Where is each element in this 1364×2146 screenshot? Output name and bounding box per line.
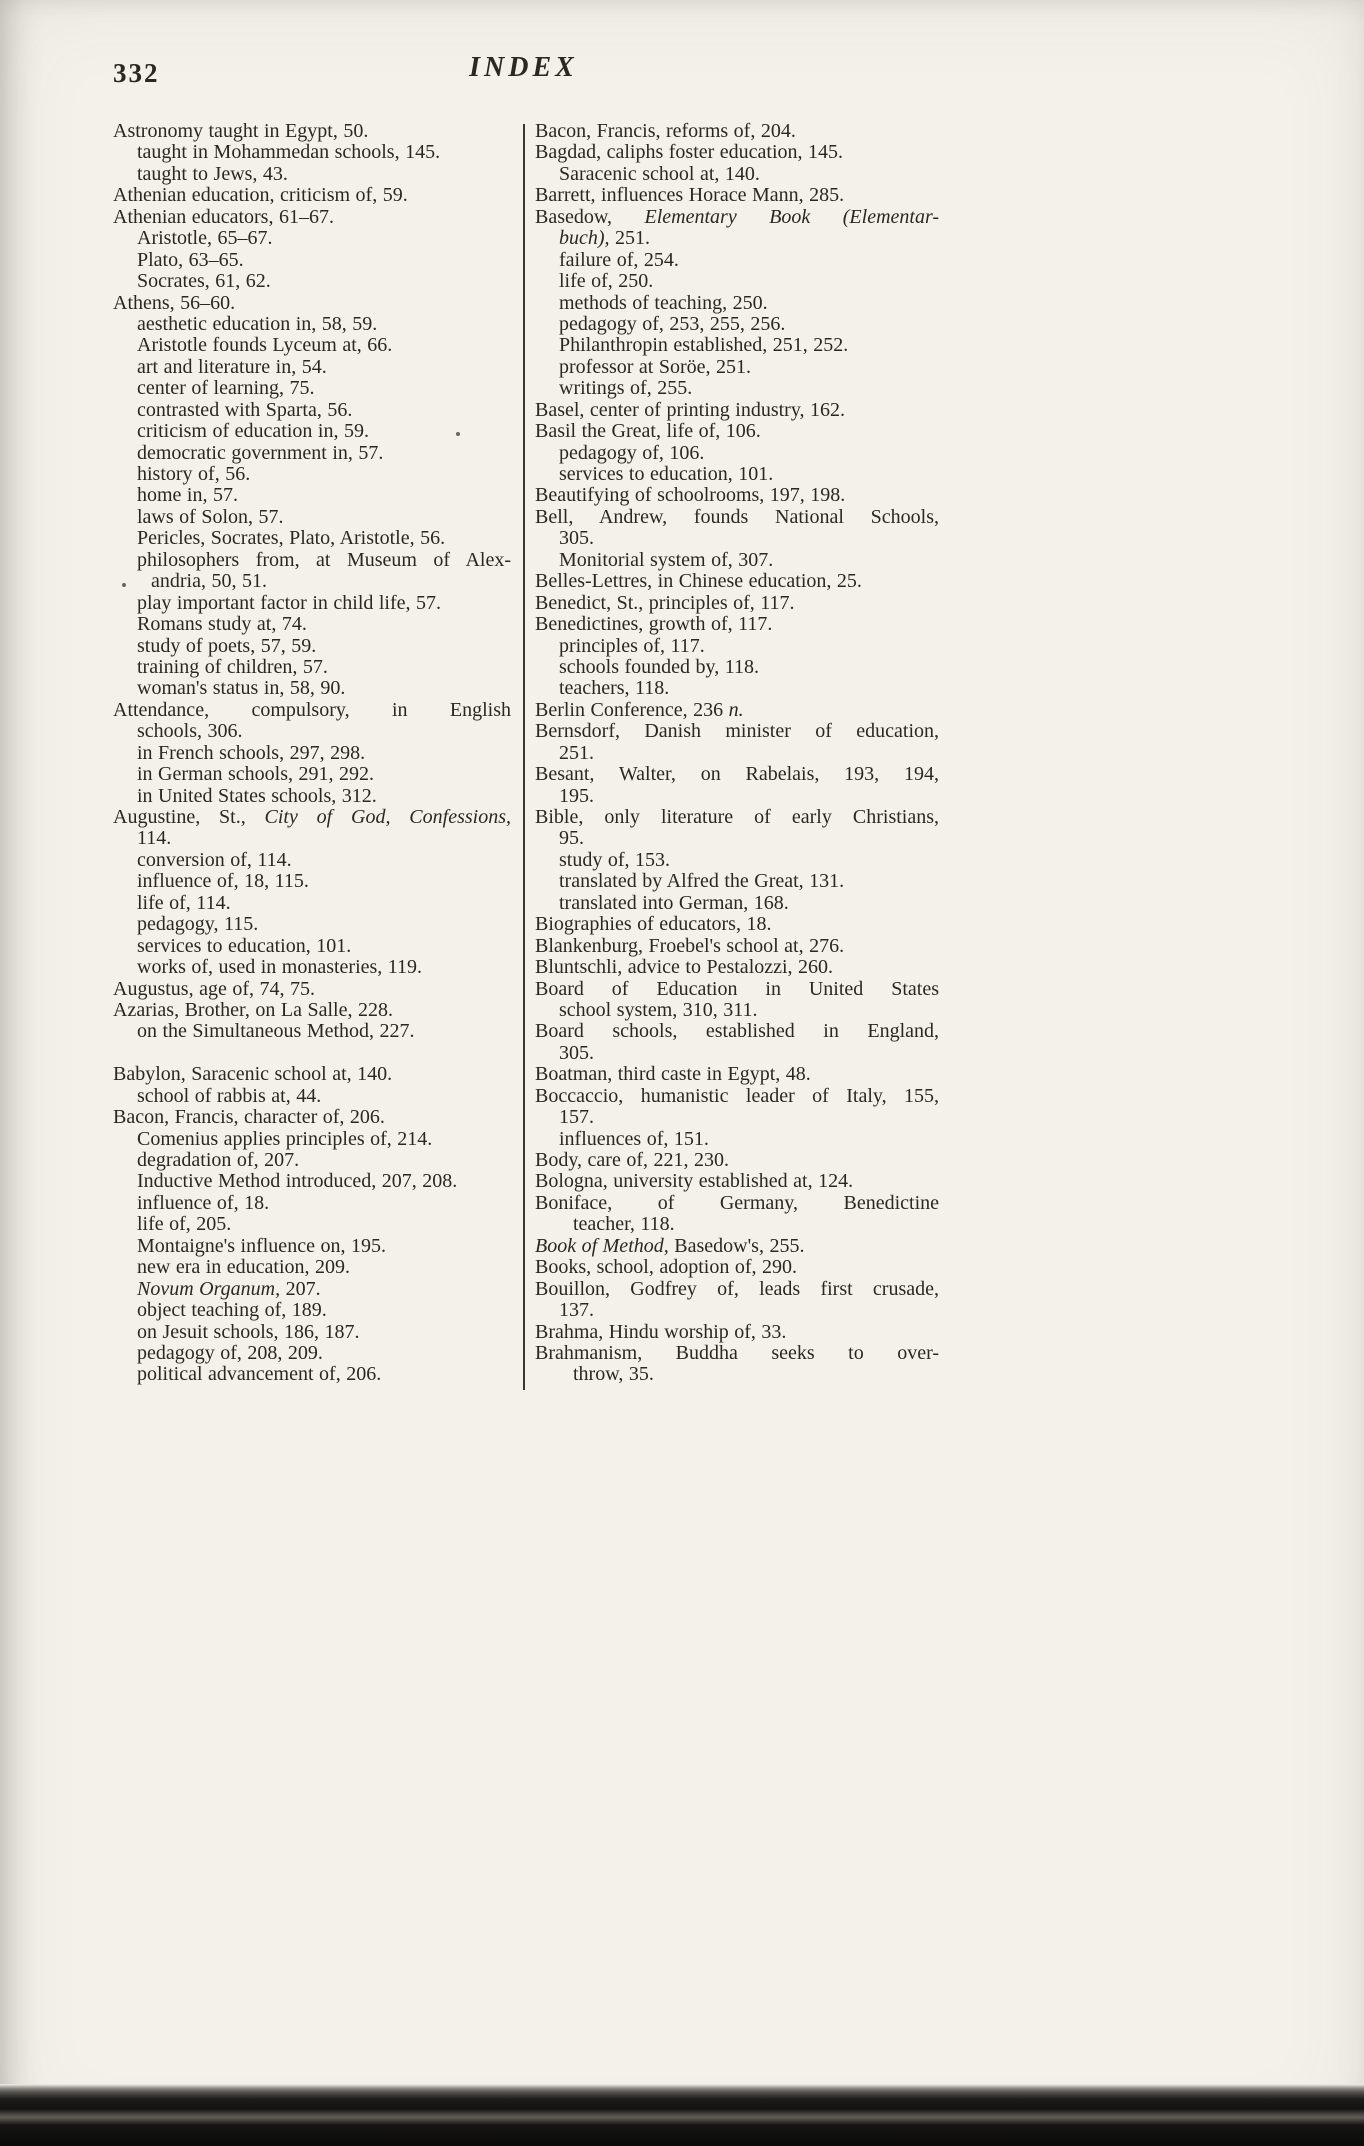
- index-line: [535, 743, 939, 764]
- index-line: [535, 1171, 939, 1192]
- text-segment: political advancement of, 206.: [137, 1363, 382, 1386]
- text-segment: Bouillon, Godfrey of, leads first crusade,: [535, 1277, 939, 1300]
- text-segment: 114.: [137, 827, 172, 850]
- index-line: [535, 1257, 939, 1278]
- index-line: [113, 164, 511, 185]
- text-segment: Blankenburg, Froebel's school at, 276.: [535, 934, 845, 957]
- text-segment: Inductive Method introduced, 207, 208.: [137, 1170, 458, 1193]
- index-line: [535, 550, 939, 571]
- text-segment: Astronomy taught in Egypt, 50.: [113, 120, 369, 142]
- index-line: [535, 378, 939, 399]
- index-line: [535, 1322, 939, 1343]
- text-segment: translated into German, 168.: [559, 891, 789, 914]
- index-line: [113, 228, 511, 249]
- index-line: [535, 357, 939, 378]
- index-line: [113, 1150, 511, 1171]
- text-segment: andria, 50, 51.: [151, 570, 267, 593]
- index-line: [113, 786, 511, 807]
- text-segment: Bell, Andrew, founds National Schools,: [535, 505, 939, 528]
- index-text-block: [113, 121, 939, 1390]
- text-segment: school of rabbis at, 44.: [137, 1084, 322, 1107]
- index-line: [535, 893, 939, 914]
- index-line: [535, 1043, 939, 1064]
- index-line: [113, 293, 511, 314]
- index-line: [535, 207, 939, 228]
- index-line: [113, 121, 511, 142]
- index-line: [113, 828, 511, 849]
- text-segment: Philanthropin established, 251, 252.: [559, 334, 849, 357]
- text-segment: Boccaccio, humanistic leader of Italy, 155,: [535, 1084, 939, 1107]
- index-line: [535, 657, 939, 678]
- text-segment: Montaigne's influence on, 195.: [137, 1234, 386, 1257]
- text-segment: Brahmanism, Buddha seeks to over-: [535, 1341, 939, 1364]
- text-segment: conversion of, 114.: [137, 848, 292, 871]
- text-segment: Aristotle founds Lyceum at, 66.: [137, 334, 393, 357]
- blank-line: [113, 1043, 511, 1064]
- text-segment: taught in Mohammedan schools, 145.: [137, 141, 441, 164]
- text-segment: woman's status in, 58, 90.: [137, 677, 346, 700]
- index-line: [113, 1343, 511, 1364]
- index-column-left: [113, 121, 511, 1386]
- index-line: [113, 528, 511, 549]
- text-segment: taught to Jews, 43.: [137, 162, 288, 185]
- index-line: [535, 1064, 939, 1085]
- index-line: [113, 979, 511, 1000]
- index-line: [113, 1364, 511, 1385]
- text-segment: Basil the Great, life of, 106.: [535, 420, 761, 443]
- index-line: [535, 1150, 939, 1171]
- index-line: [535, 786, 939, 807]
- text-segment: Plato, 63–65.: [137, 248, 244, 271]
- text-segment: Bacon, Francis, reforms of, 204.: [535, 120, 796, 142]
- index-line: [535, 293, 939, 314]
- text-segment: 95.: [559, 827, 584, 850]
- index-line: [113, 657, 511, 678]
- index-line: [535, 936, 939, 957]
- text-segment: Athens, 56–60.: [113, 291, 236, 314]
- index-line: [535, 957, 939, 978]
- text-segment: Pericles, Socrates, Plato, Aristotle, 56.: [137, 527, 446, 550]
- text-segment: school system, 310, 311.: [559, 998, 758, 1021]
- index-line: [113, 914, 511, 935]
- index-line: [113, 614, 511, 635]
- index-line: [535, 1193, 939, 1214]
- text-segment: play important factor in child life, 57.: [137, 591, 442, 614]
- index-line: [113, 314, 511, 335]
- text-segment: methods of teaching, 250.: [559, 291, 768, 314]
- scan-speck: [456, 432, 460, 436]
- index-line: [535, 700, 939, 721]
- index-line: [113, 1322, 511, 1343]
- text-segment: criticism of education in, 59.: [137, 420, 369, 443]
- index-line: [113, 1000, 511, 1021]
- index-line: [535, 914, 939, 935]
- index-line: [535, 421, 939, 442]
- index-line: [113, 142, 511, 163]
- text-segment: new era in education, 209.: [137, 1256, 351, 1279]
- index-line: [113, 1279, 511, 1300]
- index-line: [113, 464, 511, 485]
- index-line: [535, 464, 939, 485]
- italic-text-segment: Novum Organum,: [137, 1277, 281, 1300]
- italic-text-segment: City of God, Confessions,: [264, 806, 511, 828]
- index-line: [535, 142, 939, 163]
- text-segment: Benedictines, growth of, 117.: [535, 613, 773, 636]
- text-segment: teachers, 118.: [559, 677, 670, 700]
- text-segment: Bernsdorf, Danish minister of education,: [535, 720, 939, 743]
- index-line: [113, 207, 511, 228]
- index-line: [113, 936, 511, 957]
- index-line: [113, 1257, 511, 1278]
- text-segment: history of, 56.: [137, 463, 251, 485]
- index-line: [535, 614, 939, 635]
- index-line: [535, 335, 939, 356]
- text-segment: works of, used in monasteries, 119.: [137, 956, 423, 979]
- index-line: [535, 1364, 939, 1385]
- index-line: [535, 593, 939, 614]
- text-segment: Augustine, St.,: [113, 806, 265, 828]
- index-line: [113, 335, 511, 356]
- text-segment: schools founded by, 118.: [559, 655, 759, 678]
- text-segment: Barrett, influences Horace Mann, 285.: [535, 184, 845, 207]
- index-line: [113, 850, 511, 871]
- column-divider-rule: [523, 124, 525, 1390]
- text-segment: pedagogy of, 208, 209.: [137, 1341, 323, 1364]
- text-segment: 305.: [559, 527, 594, 550]
- index-line: [535, 1000, 939, 1021]
- text-segment: 251.: [559, 741, 594, 764]
- page-title: INDEX: [469, 52, 578, 83]
- index-line: [535, 485, 939, 506]
- italic-text-segment: buch),: [559, 227, 610, 250]
- index-line: [113, 250, 511, 271]
- text-segment: Basedow's, 255.: [668, 1234, 805, 1257]
- index-line: [113, 571, 511, 592]
- index-line: [113, 807, 511, 828]
- text-segment: Aristotle, 65–67.: [137, 227, 273, 250]
- index-line: [535, 1300, 939, 1321]
- text-segment: pedagogy, 115.: [137, 913, 259, 936]
- text-segment: Belles-Lettres, in Chinese education, 25.: [535, 570, 862, 593]
- index-line: [113, 1300, 511, 1321]
- scan-artifact-bottom-bar: [0, 2084, 1364, 2146]
- text-segment: Comenius applies principles of, 214.: [137, 1127, 433, 1150]
- index-line: [535, 228, 939, 249]
- text-segment: Romans study at, 74.: [137, 613, 307, 636]
- text-segment: Bluntschli, advice to Pestalozzi, 260.: [535, 956, 834, 979]
- index-line: [535, 528, 939, 549]
- text-segment: 251.: [609, 227, 651, 250]
- text-segment: 137.: [559, 1299, 594, 1322]
- index-line: [113, 721, 511, 742]
- index-line: [113, 185, 511, 206]
- index-column-right: [535, 121, 939, 1386]
- text-segment: Athenian educators, 61–67.: [113, 205, 334, 228]
- index-line: [535, 121, 939, 142]
- index-line: [113, 1214, 511, 1235]
- text-segment: laws of Solon, 57.: [137, 505, 284, 528]
- index-line: [535, 1343, 939, 1364]
- text-segment: life of, 205.: [137, 1213, 232, 1236]
- index-line: [113, 764, 511, 785]
- text-segment: Attendance, compulsory, in English: [113, 698, 511, 721]
- text-segment: training of children, 57.: [137, 655, 328, 678]
- text-segment: Beautifying of schoolrooms, 197, 198.: [535, 484, 846, 507]
- text-segment: object teaching of, 189.: [137, 1299, 327, 1322]
- index-line: [113, 421, 511, 442]
- italic-text-segment: Book of Method,: [535, 1234, 669, 1257]
- index-line: [535, 250, 939, 271]
- index-line: [113, 550, 511, 571]
- index-line: [113, 743, 511, 764]
- text-segment: on Jesuit schools, 186, 187.: [137, 1320, 360, 1343]
- page-number: 332: [113, 58, 160, 88]
- text-segment: Biographies of educators, 18.: [535, 913, 772, 936]
- text-segment: Body, care of, 221, 230.: [535, 1149, 729, 1171]
- index-line: [113, 378, 511, 399]
- text-segment: Babylon, Saracenic school at, 140.: [113, 1063, 393, 1086]
- text-segment: Boniface, of Germany, Benedictine: [535, 1191, 939, 1214]
- index-line: [113, 1107, 511, 1128]
- text-segment: Board schools, established in England,: [535, 1020, 939, 1043]
- index-line: [535, 636, 939, 657]
- index-line: [113, 1064, 511, 1085]
- index-line: [113, 1086, 511, 1107]
- text-segment: pedagogy of, 253, 255, 256.: [559, 312, 786, 335]
- text-segment: Besant, Walter, on Rabelais, 193, 194,: [535, 763, 939, 786]
- index-line: [535, 1107, 939, 1128]
- text-segment: influence of, 18.: [137, 1191, 270, 1214]
- index-line: [535, 828, 939, 849]
- text-segment: Basel, center of printing industry, 162.: [535, 398, 846, 421]
- index-line: [113, 957, 511, 978]
- text-segment: contrasted with Sparta, 56.: [137, 398, 353, 421]
- text-segment: study of poets, 57, 59.: [137, 634, 317, 657]
- text-segment: Bacon, Francis, character of, 206.: [113, 1106, 385, 1129]
- text-segment: principles of, 117.: [559, 634, 705, 657]
- text-segment: democratic government in, 57.: [137, 441, 384, 464]
- index-line: [113, 678, 511, 699]
- text-segment: influence of, 18, 115.: [137, 870, 309, 893]
- italic-text-segment: n.: [728, 698, 744, 721]
- index-line: [535, 871, 939, 892]
- text-segment: in United States schools, 312.: [137, 784, 377, 807]
- index-line: [113, 1171, 511, 1192]
- index-line: [535, 164, 939, 185]
- index-line: [113, 1129, 511, 1150]
- text-segment: Athenian education, criticism of, 59.: [113, 184, 408, 207]
- text-segment: services to education, 101.: [559, 463, 774, 485]
- index-line: [535, 721, 939, 742]
- text-segment: Basedow,: [535, 205, 645, 228]
- index-line: [535, 979, 939, 1000]
- text-segment: Books, school, adoption of, 290.: [535, 1256, 797, 1279]
- index-line: [113, 1236, 511, 1257]
- index-line: [113, 593, 511, 614]
- text-segment: Azarias, Brother, on La Salle, 228.: [113, 998, 393, 1021]
- text-segment: in French schools, 297, 298.: [137, 741, 366, 764]
- text-segment: schools, 306.: [137, 720, 243, 743]
- index-line: [535, 271, 939, 292]
- scan-speck: [122, 583, 126, 587]
- index-line: [113, 443, 511, 464]
- text-segment: aesthetic education in, 58, 59.: [137, 312, 378, 335]
- index-line: [535, 571, 939, 592]
- index-line: [113, 871, 511, 892]
- text-segment: teacher, 118.: [573, 1213, 675, 1236]
- text-segment: writings of, 255.: [559, 377, 693, 400]
- text-segment: Monitorial system of, 307.: [559, 548, 774, 571]
- page-header: [113, 52, 934, 98]
- text-segment: study of, 153.: [559, 848, 670, 871]
- text-segment: center of learning, 75.: [137, 377, 315, 400]
- index-line: [535, 850, 939, 871]
- text-segment: Saracenic school at, 140.: [559, 162, 760, 185]
- index-line: [535, 1086, 939, 1107]
- index-line: [535, 185, 939, 206]
- text-segment: Board of Education in United States: [535, 977, 939, 1000]
- text-segment: Augustus, age of, 74, 75.: [113, 977, 315, 1000]
- text-segment: 157.: [559, 1106, 594, 1129]
- index-line: [535, 507, 939, 528]
- text-segment: pedagogy of, 106.: [559, 441, 705, 464]
- text-segment: Bible, only literature of early Christians,: [535, 806, 939, 828]
- text-segment: 305.: [559, 1041, 594, 1064]
- text-segment: degradation of, 207.: [137, 1149, 300, 1171]
- index-line: [113, 700, 511, 721]
- index-line: [535, 1214, 939, 1235]
- index-line: [535, 1129, 939, 1150]
- text-segment: in German schools, 291, 292.: [137, 763, 374, 786]
- text-segment: professor at Soröe, 251.: [559, 355, 752, 378]
- index-line: [535, 1279, 939, 1300]
- index-line: [113, 400, 511, 421]
- text-segment: translated by Alfred the Great, 131.: [559, 870, 845, 893]
- text-segment: Benedict, St., principles of, 117.: [535, 591, 795, 614]
- text-segment: influences of, 151.: [559, 1127, 709, 1150]
- text-segment: throw, 35.: [573, 1363, 654, 1386]
- index-line: [535, 400, 939, 421]
- text-segment: Boatman, third caste in Egypt, 48.: [535, 1063, 811, 1086]
- text-segment: 195.: [559, 784, 594, 807]
- text-segment: life of, 250.: [559, 270, 654, 293]
- text-segment: life of, 114.: [137, 891, 231, 914]
- text-segment: on the Simultaneous Method, 227.: [137, 1020, 415, 1043]
- index-line: [113, 636, 511, 657]
- index-line: [535, 678, 939, 699]
- text-segment: failure of, 254.: [559, 248, 679, 271]
- text-segment: Bagdad, caliphs foster education, 145.: [535, 141, 844, 164]
- index-line: [535, 1236, 939, 1257]
- text-segment: Berlin Conference, 236: [535, 698, 729, 721]
- text-segment: home in, 57.: [137, 484, 238, 507]
- text-segment: 207.: [280, 1277, 321, 1300]
- index-line: [535, 314, 939, 335]
- italic-text-segment: Elementary Book (Elementar-: [644, 205, 939, 228]
- text-segment: art and literature in, 54.: [137, 355, 327, 378]
- index-line: [535, 807, 939, 828]
- text-segment: Bologna, university established at, 124.: [535, 1170, 854, 1193]
- index-line: [113, 271, 511, 292]
- index-line: [113, 893, 511, 914]
- index-line: [535, 1021, 939, 1042]
- index-line: [113, 507, 511, 528]
- text-segment: Brahma, Hindu worship of, 33.: [535, 1320, 787, 1343]
- index-line: [535, 764, 939, 785]
- index-line: [113, 1193, 511, 1214]
- index-line: [535, 443, 939, 464]
- index-line: [113, 1021, 511, 1042]
- text-segment: Socrates, 61, 62.: [137, 270, 271, 293]
- index-line: [113, 357, 511, 378]
- text-segment: services to education, 101.: [137, 934, 352, 957]
- text-segment: philosophers from, at Museum of Alex-: [137, 548, 511, 571]
- index-line: [113, 485, 511, 506]
